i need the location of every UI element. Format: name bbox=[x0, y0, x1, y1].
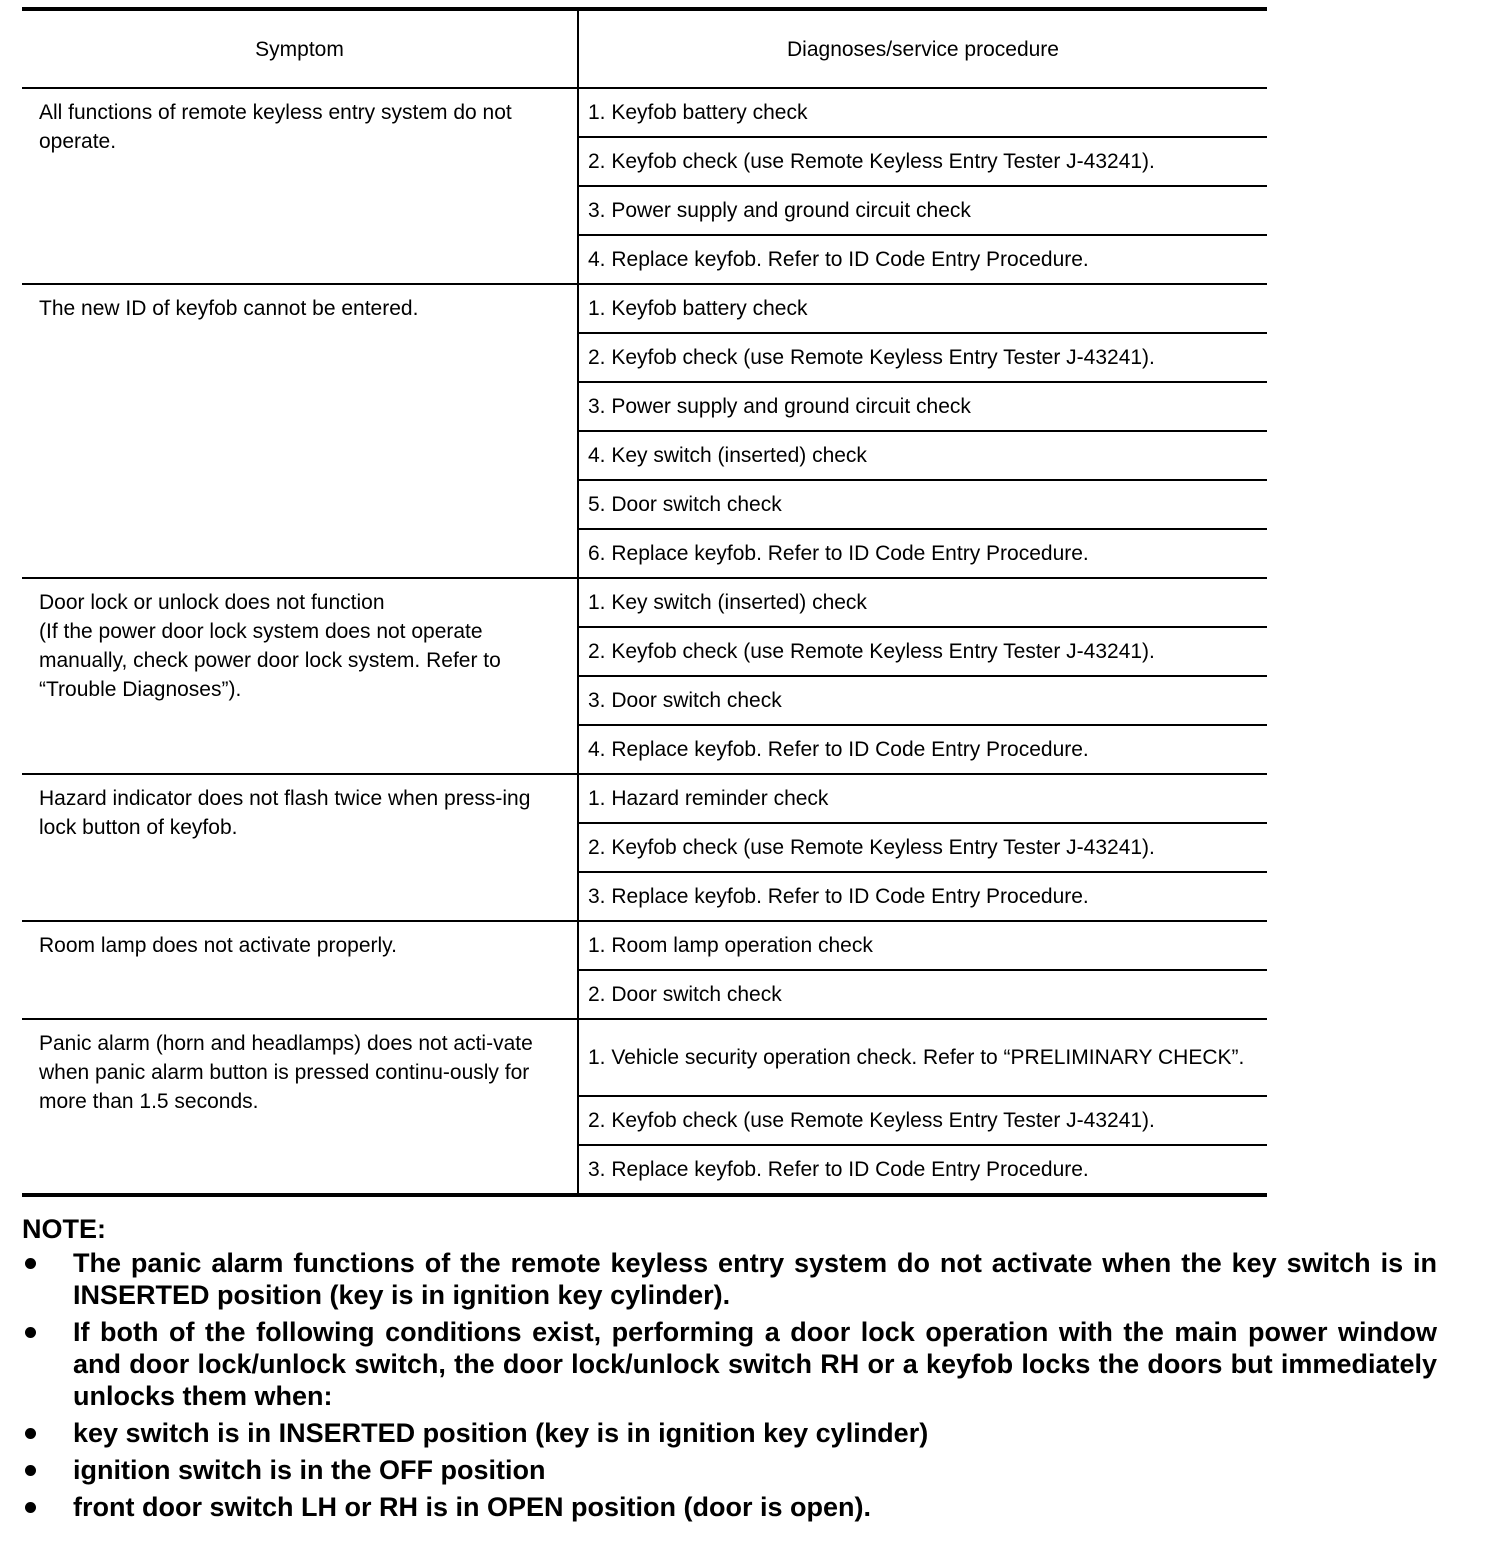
symptom-text: Panic alarm (horn and headlamps) does not acti-vate when panic alarm button is pressed continu-ously for more than 1.5 seconds. bbox=[39, 1032, 533, 1113]
procedure-cell: 2. Keyfob check (use Remote Keyless Entry Tester J-43241). bbox=[578, 1096, 1267, 1145]
note-title: NOTE: bbox=[22, 1214, 106, 1244]
procedure-cell: 3. Power supply and ground circuit check bbox=[578, 382, 1267, 431]
procedure-cell: 5. Door switch check bbox=[578, 480, 1267, 529]
note-text: key switch is in INSERTED position (key is in ignition key cylinder) bbox=[73, 1418, 929, 1448]
header-symptom: Symptom bbox=[22, 9, 578, 88]
symptom-text: All functions of remote keyless entry system do not operate. bbox=[39, 101, 512, 153]
procedure-cell: 1. Hazard reminder check bbox=[578, 774, 1267, 823]
bullet-icon bbox=[25, 1465, 36, 1476]
bullet-icon bbox=[25, 1428, 36, 1439]
symptom-cell bbox=[22, 774, 578, 921]
note-item bbox=[22, 1491, 1437, 1523]
procedure-cell: 3. Power supply and ground circuit check bbox=[578, 186, 1267, 235]
table-row bbox=[22, 921, 1267, 970]
procedure-cell: 2. Keyfob check (use Remote Keyless Entry Tester J-43241). bbox=[578, 137, 1267, 186]
note-item bbox=[22, 1316, 1437, 1412]
symptom-text: The new ID of keyfob cannot be entered. bbox=[39, 297, 419, 320]
table-row bbox=[22, 774, 1267, 823]
table-row bbox=[22, 578, 1267, 627]
symptom-text: Room lamp does not activate properly. bbox=[39, 934, 397, 957]
note-text: ignition switch is in the OFF position bbox=[73, 1455, 546, 1485]
header-procedure: Diagnoses/service procedure bbox=[578, 9, 1267, 88]
symptom-cell bbox=[22, 578, 578, 774]
procedure-cell: 6. Replace keyfob. Refer to ID Code Entry Procedure. bbox=[578, 529, 1267, 578]
procedure-cell: 1. Keyfob battery check bbox=[578, 284, 1267, 333]
procedure-cell: 2. Door switch check bbox=[578, 970, 1267, 1019]
procedure-cell: 1. Key switch (inserted) check bbox=[578, 578, 1267, 627]
table-header-row bbox=[22, 9, 1267, 88]
procedure-cell: 2. Keyfob check (use Remote Keyless Entry Tester J-43241). bbox=[578, 333, 1267, 382]
procedure-cell: 1. Keyfob battery check bbox=[578, 88, 1267, 137]
note-item bbox=[22, 1247, 1437, 1311]
diagnosis-table bbox=[22, 7, 1267, 1197]
procedure-cell: 3. Door switch check bbox=[578, 676, 1267, 725]
note-text: The panic alarm functions of the remote keyless entry system do not activate when the key switch is in INSERTED position (key is in ignition key cylinder). bbox=[73, 1248, 1437, 1310]
symptom-cell bbox=[22, 88, 578, 284]
procedure-cell: 4. Replace keyfob. Refer to ID Code Entry Procedure. bbox=[578, 235, 1267, 284]
note-list bbox=[22, 1247, 1437, 1523]
procedure-cell: 1. Vehicle security operation check. Refer to “PRELIMINARY CHECK”. bbox=[578, 1019, 1267, 1096]
procedure-cell: 2. Keyfob check (use Remote Keyless Entry Tester J-43241). bbox=[578, 627, 1267, 676]
procedure-cell: 3. Replace keyfob. Refer to ID Code Entry Procedure. bbox=[588, 1158, 1089, 1181]
note-text: front door switch LH or RH is in OPEN position (door is open). bbox=[73, 1492, 871, 1522]
table-row bbox=[22, 284, 1267, 333]
procedure-cell: 2. Keyfob check (use Remote Keyless Entry Tester J-43241). bbox=[578, 823, 1267, 872]
table-row bbox=[22, 1019, 1267, 1096]
procedure-cell: 3. Replace keyfob. Refer to ID Code Entry Procedure. bbox=[578, 872, 1267, 921]
symptom-cell bbox=[22, 1019, 578, 1195]
symptom-text: Door lock or unlock does not function (If the power door lock system does not operate manually, check power door lock system. Refer to “Trouble Diagnoses”). bbox=[39, 591, 501, 701]
procedure-cell: 1. Room lamp operation check bbox=[578, 921, 1267, 970]
table-row bbox=[22, 88, 1267, 137]
procedure-cell: 4. Key switch (inserted) check bbox=[578, 431, 1267, 480]
note-item bbox=[22, 1417, 1437, 1449]
symptom-cell bbox=[22, 921, 578, 1019]
bullet-icon bbox=[25, 1502, 36, 1513]
document bbox=[22, 7, 1482, 1528]
note-item bbox=[22, 1454, 1437, 1486]
note-text: If both of the following conditions exist, performing a door lock operation with the main power window and door lock/unlock switch, the door lock/unlock switch RH or a keyfob locks the doors but immediately unlocks them when: bbox=[73, 1317, 1437, 1411]
bullet-icon bbox=[25, 1258, 36, 1269]
procedure-cell: 4. Replace keyfob. Refer to ID Code Entry Procedure. bbox=[578, 725, 1267, 774]
symptom-cell bbox=[22, 284, 578, 578]
symptom-text: Hazard indicator does not flash twice when press-ing lock button of keyfob. bbox=[39, 787, 531, 839]
table-body bbox=[22, 88, 1267, 1195]
bullet-icon bbox=[25, 1327, 36, 1338]
note-section bbox=[22, 1213, 1437, 1523]
